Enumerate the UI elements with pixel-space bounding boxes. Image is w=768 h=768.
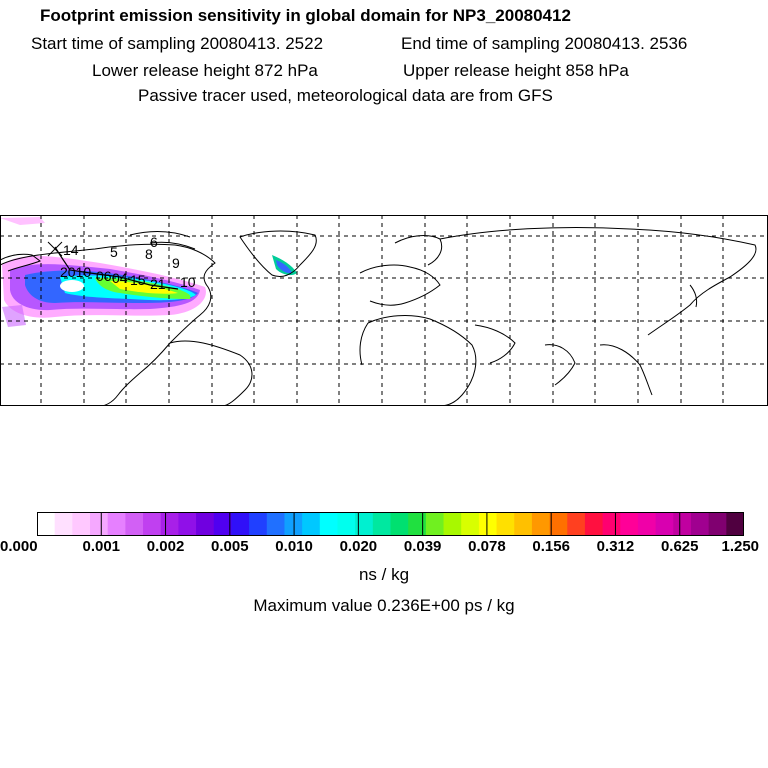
upper-release-height: Upper release height 858 hPa [403,61,629,80]
colorbar-swatch [161,512,179,536]
colorbar-swatch [673,512,691,536]
colorbar-swatch [267,512,285,536]
colorbar-swatch [603,512,621,536]
colorbar-swatch [726,512,744,536]
colorbar-swatch [320,512,338,536]
track-label: 21 [150,276,166,292]
colorbar-swatch [709,512,727,536]
colorbar-swatch [214,512,232,536]
colorbar-tick-label: 0.001 [82,538,121,555]
track-label: 06 [96,268,112,284]
colorbar-swatch [108,512,126,536]
colorbar-swatch [656,512,674,536]
colorbar-swatch [373,512,391,536]
colorbar-swatch [585,512,603,536]
colorbar-swatch [249,512,267,536]
colorbar-tick-label: 1.250 [721,538,760,555]
colorbar-swatch [337,512,355,536]
maximum-value: Maximum value 0.236E+00 ps / kg [253,596,515,615]
canadian-islands [130,231,195,249]
sampling-start-time: Start time of sampling 20080413. 2522 [31,34,324,53]
europe-coast [360,265,440,305]
track-label: 14 [63,242,79,258]
colorbar-tick-label: 0.005 [211,538,249,555]
track-label: 15 [130,272,146,288]
colorbar-swatch [37,512,55,536]
colorbar-swatch [550,512,568,536]
map-title: Footprint emission sensitivity in global domain for NP3_20080412 [40,6,571,25]
sampling-end-time: End time of sampling 20080413. 2536 [401,34,688,53]
colorbar-swatch [444,512,462,536]
plume-light-core [60,280,84,292]
colorbar-tick-label: 0.625 [660,538,699,555]
lower-release-height: Lower release height 872 hPa [92,61,318,80]
colorbar-swatch [125,512,143,536]
track-label: 6 [150,234,158,250]
colorbar-swatch [178,512,196,536]
colorbar-tick-label: 0.020 [339,538,378,555]
colorbar-swatch [497,512,515,536]
south-america-coast [170,341,252,406]
plume-fringe-south [2,305,26,327]
colorbar-swatch [284,512,302,536]
track-label: 10 [180,274,196,290]
colorbar-tick-label: 0.078 [468,538,506,555]
colorbar-swatch [143,512,161,536]
colorbar-tick-label: 0.039 [403,538,442,555]
colorbar-swatch [391,512,409,536]
colorbar-swatch [479,512,497,536]
colorbar-tick-label: 0.000 [0,538,38,555]
colorbar-units: ns / kg [358,565,410,584]
southeast-asia-coast [600,345,652,395]
world-map [0,215,768,406]
track-label: 9 [172,255,180,271]
colorbar-swatch [408,512,426,536]
colorbar-swatch [567,512,585,536]
colorbar-swatch [231,512,249,536]
colorbar-swatch [691,512,709,536]
colorbar-swatch [196,512,214,536]
track-label: 5 [110,244,118,260]
colorbar-swatch [532,512,550,536]
track-label: 04 [112,270,128,286]
colorbar-swatch [514,512,532,536]
tracer-note: Passive tracer used, meteorological data are from GFS [138,86,553,105]
colorbar-swatch [620,512,638,536]
arabia-coast [475,325,515,363]
colorbar [37,512,744,536]
colorbar-tick-label: 0.312 [596,538,635,555]
track-label: 2010 [60,264,92,280]
track-label: 8 [145,246,153,262]
india-coast [545,345,575,385]
colorbar-tick-label: 0.002 [146,538,185,555]
africa-coast [360,316,476,406]
colorbar-tick-label: 0.156 [532,538,570,555]
colorbar-swatch [90,512,108,536]
colorbar-swatch [461,512,479,536]
colorbar-swatch [638,512,656,536]
scandinavia-coast [395,236,442,265]
colorbar-swatch [72,512,90,536]
colorbar-swatch [55,512,73,536]
colorbar-tick-label: 0.010 [275,538,313,555]
colorbar-swatch [426,512,444,536]
colorbar-swatch [302,512,320,536]
plume-fringe-north [0,217,45,225]
asia-coast [440,227,756,335]
